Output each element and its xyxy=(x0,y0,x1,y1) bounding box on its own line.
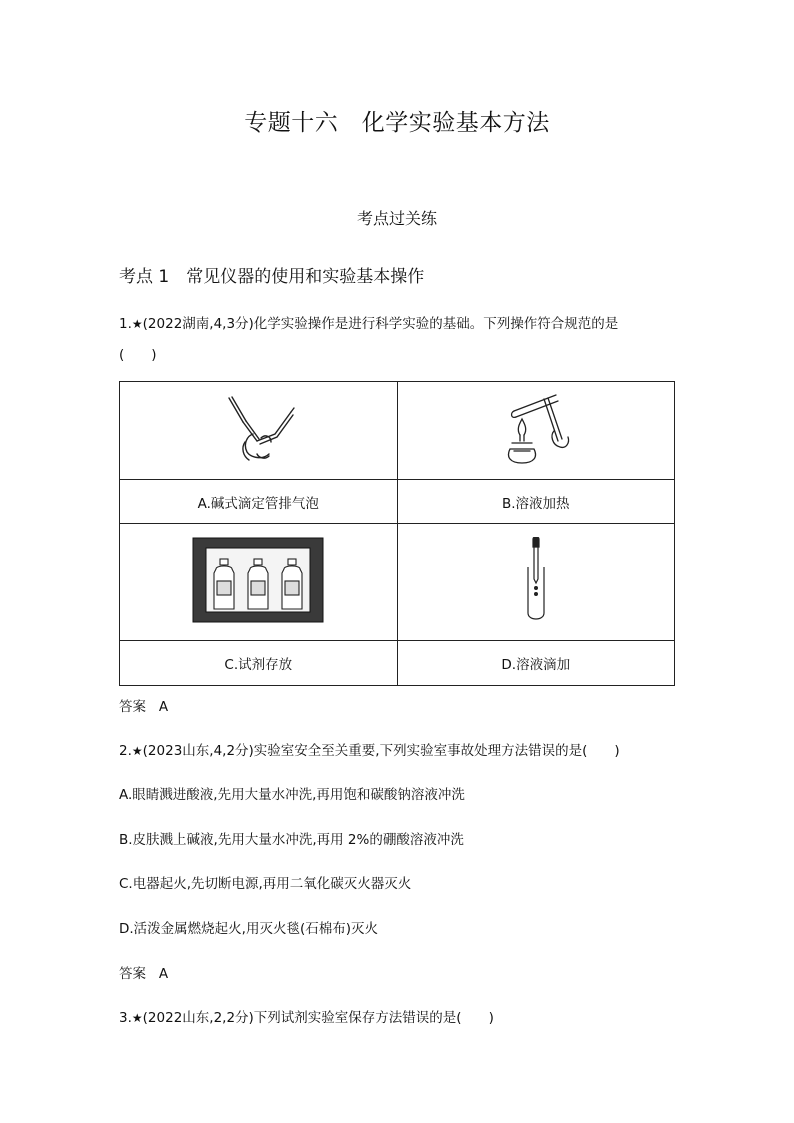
option-b-image xyxy=(397,382,675,480)
burette-icon xyxy=(213,394,303,464)
option-a-image xyxy=(120,382,398,480)
question-3 xyxy=(119,1006,494,1026)
answer-label: 答案 xyxy=(119,966,146,982)
answer-2 xyxy=(119,962,168,982)
option-d-label: D.溶液滴加 xyxy=(397,641,675,686)
option-c-image xyxy=(120,524,398,641)
star-icon: ★ xyxy=(131,1011,143,1025)
question-2 xyxy=(119,739,620,759)
option-a-label: A.碱式滴定管排气泡 xyxy=(120,480,398,524)
answer-blank: ( ) xyxy=(119,347,157,363)
question-number: 2. xyxy=(119,743,132,759)
q2-option-b: B.皮肤溅上碱液,先用大量水冲洗,再用 2%的硼酸溶液冲洗 xyxy=(119,832,464,848)
answer-value: A xyxy=(158,699,169,715)
option-c-label: C.试剂存放 xyxy=(120,641,398,686)
options-table xyxy=(119,381,675,686)
star-icon: ★ xyxy=(131,744,143,758)
star-icon: ★ xyxy=(131,317,143,331)
option-d-image xyxy=(397,524,675,641)
reagent-bottles-icon xyxy=(192,537,324,623)
page-title: 专题十六 化学实验基本方法 xyxy=(244,110,550,136)
question-text: (2022湖南,4,3分)化学实验操作是进行科学实验的基础。下列操作符合规范的是 xyxy=(142,316,619,332)
section-subtitle: 考点过关练 xyxy=(356,209,437,228)
q2-option-c: C.电器起火,先切断电源,再用二氧化碳灭火器灭火 xyxy=(119,876,412,892)
q2-option-a: A.眼睛溅进酸液,先用大量水冲洗,再用饱和碳酸钠溶液冲洗 xyxy=(119,787,465,803)
question-text: (2023山东,4,2分)实验室安全至关重要,下列实验室事故处理方法错误的是( ) xyxy=(142,743,620,759)
answer-1 xyxy=(119,695,168,715)
question-text: (2022山东,2,2分)下列试剂实验室保存方法错误的是( ) xyxy=(142,1010,494,1026)
heating-icon xyxy=(496,389,576,469)
option-b-label: B.溶液加热 xyxy=(397,480,675,524)
dropper-icon xyxy=(521,537,551,623)
answer-value: A xyxy=(158,966,169,982)
question-number: 1. xyxy=(119,316,132,332)
question-1 xyxy=(119,312,618,332)
section-heading: 考点 1 常见仪器的使用和实验基本操作 xyxy=(119,267,425,287)
answer-label: 答案 xyxy=(119,699,146,715)
q2-option-d: D.活泼金属燃烧起火,用灭火毯(石棉布)灭火 xyxy=(119,921,379,937)
question-number: 3. xyxy=(119,1010,132,1026)
